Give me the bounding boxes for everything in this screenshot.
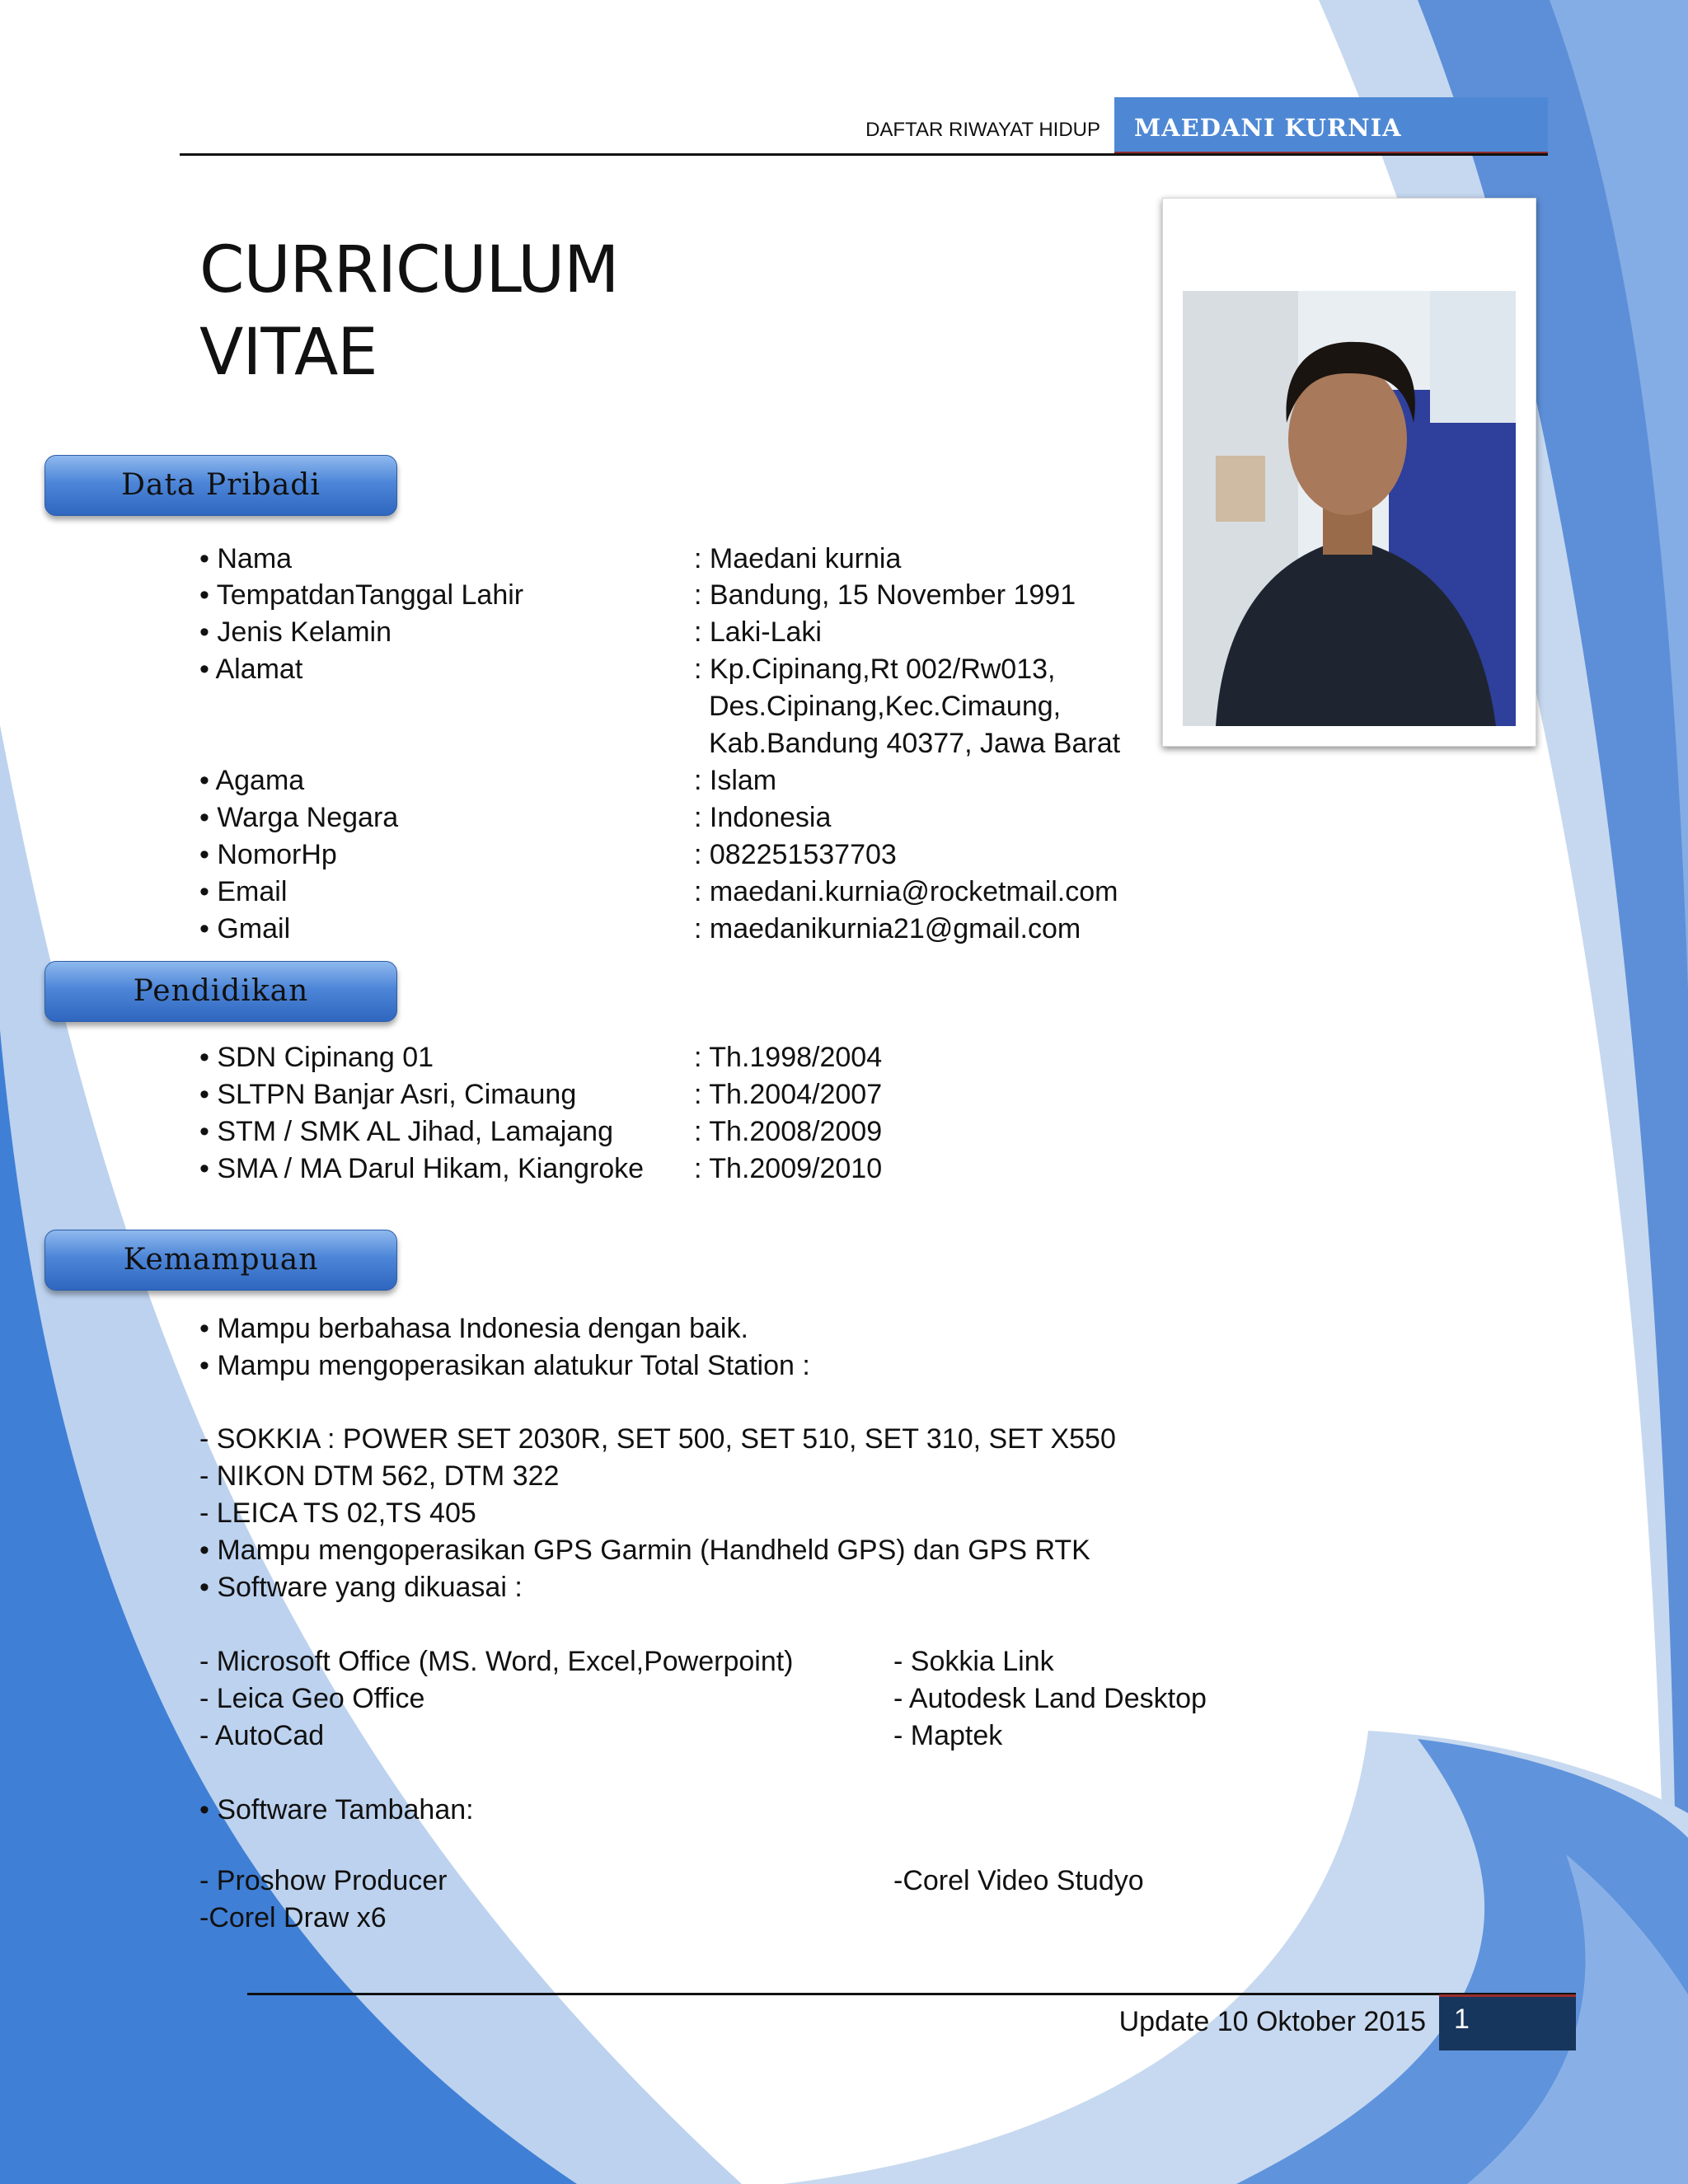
field-value: : Laki-Laki [694,616,822,648]
skill-bullet: • Software yang dikuasai : [199,1572,523,1603]
field-value: : maedanikurnia21@gmail.com [694,913,1081,944]
school-name: • SLTPN Banjar Asri, Cimaung [199,1079,577,1110]
school-name: • STM / SMK AL Jihad, Lamajang [199,1116,613,1147]
software-item: - Microsoft Office (MS. Word, Excel,Powerpoint) [199,1646,794,1677]
field-value: : 082251537703 [694,839,897,870]
title-line-1: CURRICULUM [199,233,619,307]
list-item [199,874,1518,911]
header-name-banner [1114,97,1548,155]
list-item [199,837,1518,874]
list-item [199,911,1518,948]
software-item: - Maptek [893,1720,1003,1751]
skill-bullet: • Mampu mengoperasikan alatukur Total Station : [199,1350,810,1381]
footer-divider [247,1993,1576,1995]
skill-bullet: • Mampu berbahasa Indonesia dengan baik. [199,1313,748,1344]
field-label: • TempatdanTanggal Lahir [199,579,524,611]
page-number-box [1439,1994,1576,2050]
field-label: • Alamat [199,654,303,685]
list-item [199,1076,1518,1113]
additional-software-item: -Corel Video Studyo [893,1865,1144,1896]
software-item: - Sokkia Link [893,1646,1054,1677]
field-label: • NomorHp [199,839,337,870]
school-name: • SDN Cipinang 01 [199,1042,434,1073]
list-item [199,1151,1518,1188]
list-item [199,541,1518,578]
section-header-data-pribadi: Data Pribadi [45,455,397,516]
school-years: : Th.1998/2004 [694,1042,883,1073]
field-value: : Maedani kurnia [694,543,902,574]
field-value: : Islam [694,765,777,796]
field-label: • Nama [199,543,293,574]
field-label: • Email [199,876,288,907]
total-station-item: - LEICA TS 02,TS 405 [199,1497,476,1529]
skill-bullet: • Software Tambahan: [199,1794,474,1825]
additional-software-item: -Corel Draw x6 [199,1902,387,1933]
list-item [199,1039,1518,1076]
document-type-label: DAFTAR RIWAYAT HIDUP [865,119,1100,141]
field-value-continuation: Des.Cipinang,Kec.Cimaung, [709,691,1062,722]
software-item: - Autodesk Land Desktop [893,1683,1207,1714]
software-item: - AutoCad [199,1720,325,1751]
list-item [199,1113,1518,1151]
field-value-continuation: Kab.Bandung 40377, Jawa Barat [709,728,1121,759]
field-label: • Jenis Kelamin [199,616,392,648]
additional-software-item: - Proshow Producer [199,1865,448,1896]
kemampuan-content [199,1310,1601,1953]
list-item-continuation [199,725,1518,762]
header-name: MAEDANI KURNIA [1134,114,1402,142]
header-divider [180,153,1548,156]
field-label: • Warga Negara [199,802,399,833]
school-years: : Th.2009/2010 [694,1153,883,1184]
total-station-item: - NIKON DTM 562, DTM 322 [199,1460,560,1492]
field-label: • Agama [199,765,305,796]
footer-update-date: Update 10 Oktober 2015 [1118,2006,1426,2037]
list-item [199,614,1518,651]
field-value: : Indonesia [694,802,832,833]
software-item: - Leica Geo Office [199,1683,425,1714]
list-item [199,651,1518,688]
list-item [199,799,1518,837]
page-number: 1 [1454,2004,1470,2035]
school-years: : Th.2008/2009 [694,1116,883,1147]
school-name: • SMA / MA Darul Hikam, Kiangroke [199,1153,645,1184]
section-header-pendidikan: Pendidikan [45,961,397,1022]
skill-bullet: • Mampu mengoperasikan GPS Garmin (Handheld GPS) dan GPS RTK [199,1535,1090,1566]
field-value: : Kp.Cipinang,Rt 002/Rw013, [694,654,1056,685]
list-item [199,577,1518,614]
list-item-continuation [199,688,1518,725]
field-value: : Bandung, 15 November 1991 [694,579,1076,611]
page-title [199,229,618,394]
title-line-2: VITAE [199,316,377,390]
section-header-kemampuan: Kemampuan [45,1230,397,1291]
field-label: • Gmail [199,913,291,944]
school-years: : Th.2004/2007 [694,1079,883,1110]
field-value: : maedani.kurnia@rocketmail.com [694,876,1118,907]
total-station-item: - SOKKIA : POWER SET 2030R, SET 500, SET 510, SET 310, SET X550 [199,1423,1116,1455]
list-item [199,762,1518,799]
